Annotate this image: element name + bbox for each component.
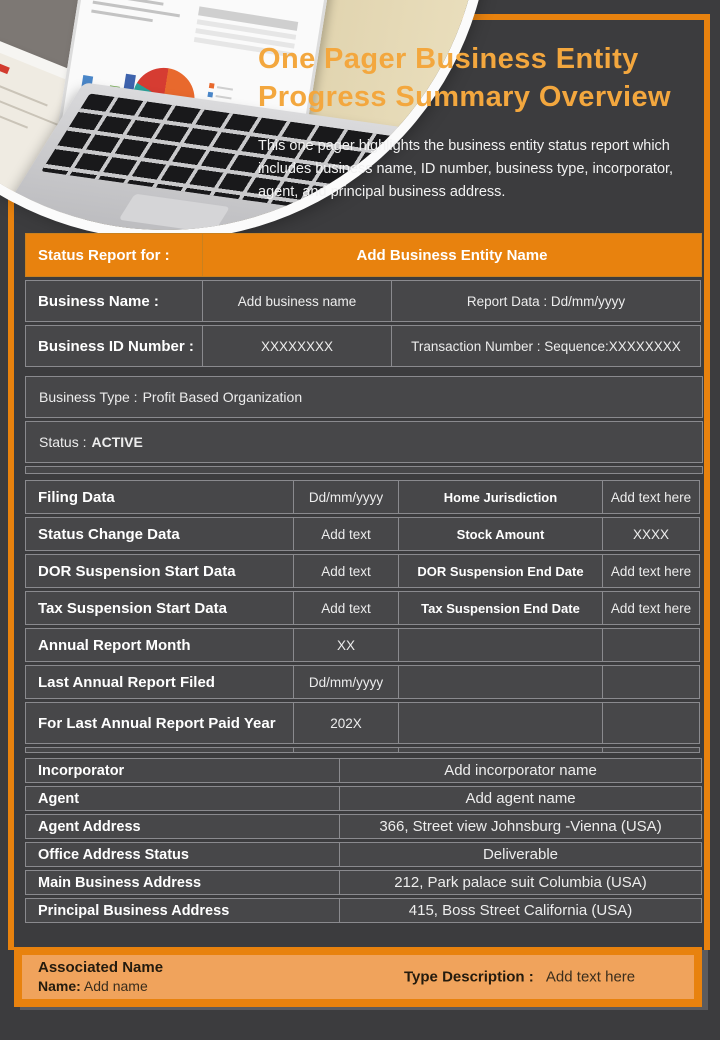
status-row: [25, 421, 703, 463]
status-report-table: [25, 233, 702, 370]
table-row: [25, 665, 700, 699]
business-type-table: [25, 376, 703, 477]
status-label: Status :: [39, 434, 87, 450]
last-annual-report-paid-year-value[interactable]: 202X: [293, 702, 399, 744]
business-name-placeholder[interactable]: Add business name: [202, 280, 392, 322]
spacer-row: [25, 747, 700, 753]
last-annual-report-filed-label: Last Annual Report Filed: [25, 665, 294, 699]
business-type-value[interactable]: Profit Based Organization: [142, 389, 303, 405]
type-description-label: Type Description :: [404, 968, 534, 986]
table-row: [25, 842, 702, 867]
table-row: [25, 898, 702, 923]
home-jurisdiction-value[interactable]: Add text here: [602, 480, 700, 514]
spacer-row: [25, 466, 703, 474]
filing-data-label: Filing Data: [25, 480, 294, 514]
page-title: One Pager Business Entity Progress Summary Overview: [258, 43, 671, 113]
transaction-number-value[interactable]: Transaction Number : Sequence:XXXXXXXX: [391, 325, 701, 367]
annual-report-month-label: Annual Report Month: [25, 628, 294, 662]
trackpad: [119, 194, 230, 230]
page-description: This one pager highlights the business entity status report which includes business name, ID number, business type, incorporator, agent, and principal business address.: [258, 138, 674, 200]
footer-panel: [22, 955, 694, 999]
business-entity-name-placeholder[interactable]: Add Business Entity Name: [202, 233, 702, 277]
incorporator-value[interactable]: Add incorporator name: [339, 758, 702, 783]
agent-address-label: Agent Address: [25, 814, 340, 839]
table-row: [25, 280, 702, 322]
table-row: [25, 786, 702, 811]
business-type-row: [25, 376, 703, 418]
tax-suspension-start-label: Tax Suspension Start Data: [25, 591, 294, 625]
table-row: [25, 517, 700, 551]
incorporator-label: Incorporator: [25, 758, 340, 783]
stock-amount-value[interactable]: XXXX: [602, 517, 700, 551]
name-label: Name:: [38, 978, 81, 994]
footer-band: [14, 947, 702, 1007]
dor-suspension-end-value[interactable]: Add text here: [602, 554, 700, 588]
filing-data-value[interactable]: Dd/mm/yyyy: [293, 480, 399, 514]
type-description-placeholder[interactable]: Add text here: [545, 968, 636, 986]
tax-suspension-end-value[interactable]: Add text here: [602, 591, 700, 625]
status-report-for-label: Status Report for :: [25, 233, 203, 277]
name-placeholder[interactable]: Add name: [83, 978, 148, 994]
dor-suspension-start-value[interactable]: Add text: [293, 554, 399, 588]
table-row: [25, 480, 700, 514]
business-type-label: Business Type :: [39, 389, 138, 405]
table-row: [25, 628, 700, 662]
filing-data-table: [25, 480, 700, 756]
annual-report-month-value[interactable]: XX: [293, 628, 399, 662]
tax-suspension-start-value[interactable]: Add text: [293, 591, 399, 625]
last-annual-report-filed-value[interactable]: Dd/mm/yyyy: [293, 665, 399, 699]
status-value[interactable]: ACTIVE: [91, 434, 143, 450]
name-line: [38, 977, 163, 996]
associated-name-label: Associated Name: [38, 959, 164, 976]
main-business-address-label: Main Business Address: [25, 870, 340, 895]
agent-value[interactable]: Add agent name: [339, 786, 702, 811]
agent-address-value[interactable]: 366, Street view Johnsburg -Vienna (USA): [339, 814, 702, 839]
table-row: [25, 870, 702, 895]
report-date-value[interactable]: Report Data : Dd/mm/yyyy: [391, 280, 701, 322]
table-row: [25, 554, 700, 588]
table-row: [25, 233, 702, 277]
business-id-label: Business ID Number :: [25, 325, 203, 367]
tax-suspension-end-label: Tax Suspension End Date: [398, 591, 603, 625]
table-row: [25, 591, 700, 625]
table-row: [25, 325, 702, 367]
principal-business-address-value[interactable]: 415, Boss Street California (USA): [339, 898, 702, 923]
associated-name-block: [38, 958, 163, 996]
incorporator-table: [25, 758, 702, 926]
table-row: [25, 421, 703, 463]
dor-suspension-start-label: DOR Suspension Start Data: [25, 554, 294, 588]
table-row: [25, 702, 700, 744]
office-address-status-value[interactable]: Deliverable: [339, 842, 702, 867]
table-row: [25, 758, 702, 783]
business-name-label: Business Name :: [25, 280, 203, 322]
status-change-value[interactable]: Add text: [293, 517, 399, 551]
status-change-label: Status Change Data: [25, 517, 294, 551]
business-id-placeholder[interactable]: XXXXXXXX: [202, 325, 392, 367]
agent-label: Agent: [25, 786, 340, 811]
stock-amount-label: Stock Amount: [398, 517, 603, 551]
type-description-block: [404, 969, 635, 986]
dor-suspension-end-label: DOR Suspension End Date: [398, 554, 603, 588]
office-address-status-label: Office Address Status: [25, 842, 340, 867]
principal-business-address-label: Principal Business Address: [25, 898, 340, 923]
main-business-address-value[interactable]: 212, Park palace suit Columbia (USA): [339, 870, 702, 895]
home-jurisdiction-label: Home Jurisdiction: [398, 480, 603, 514]
table-row: [25, 814, 702, 839]
table-row: [25, 376, 703, 418]
last-annual-report-paid-year-label: For Last Annual Report Paid Year: [25, 702, 294, 744]
